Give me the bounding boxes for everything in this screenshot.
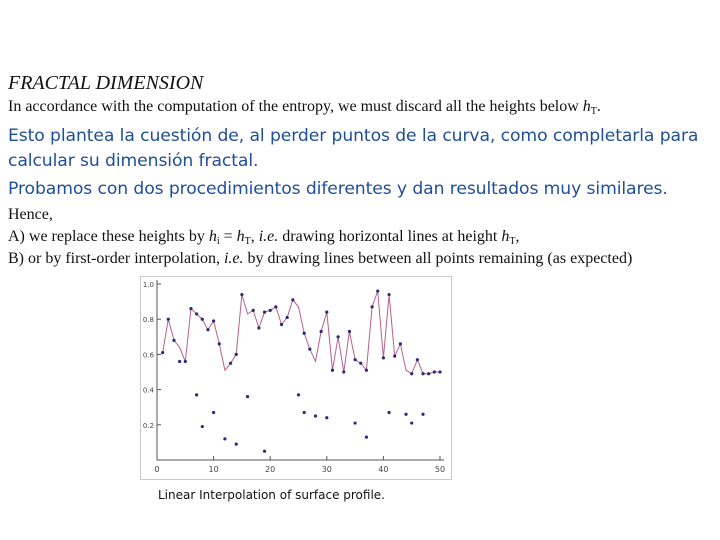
option-a-sub2: T [244,236,251,247]
discarded-point [365,436,368,439]
profile-point [280,323,283,326]
profile-point [399,342,402,345]
option-a-eq: = [219,228,237,245]
option-b-ie: i.e. [223,250,244,267]
profile-point [206,328,209,331]
discarded-point [387,411,390,414]
x-tick-label: 30 [321,465,332,474]
y-tick-label: 0.6 [142,351,154,360]
option-a-sub1: i [216,236,220,247]
profile-point [172,339,175,342]
profile-point [229,362,232,365]
y-tick-label: 0.4 [142,386,154,395]
profile-point [195,312,198,315]
intro-text: In accordance with the computation of the entropy, we must discard all the heights below [8,98,583,115]
profile-point [331,369,334,372]
profile-point [291,298,294,301]
option-a-var2: h [236,228,245,245]
discarded-point [314,414,317,417]
discarded-point [325,416,328,419]
profile-point [212,319,215,322]
discarded-point [421,413,424,416]
discarded-point [246,395,249,398]
option-b-prefix: B) or by first-order interpolation, [8,250,224,267]
discarded-point [235,443,238,446]
profile-point [382,356,385,359]
discarded-point [410,421,413,424]
profile-point [438,370,441,373]
profile-point [354,358,357,361]
profile-point [421,372,424,375]
profile-point [167,318,170,321]
profile-chart [140,276,452,480]
slide-title: FRACTAL DIMENSION [8,72,204,94]
profile-point [416,358,419,361]
profile-point [252,309,255,312]
profile-point [427,372,430,375]
profile-point [218,342,221,345]
profile-point [257,326,260,329]
discarded-point [303,411,306,414]
chart-frame [141,277,452,480]
chart-caption: Linear Interpolation of surface profile. [158,488,385,502]
discarded-point [354,421,357,424]
option-a-prefix: A) we replace these heights by [8,228,209,245]
profile-point [201,318,204,321]
discarded-point [263,450,266,453]
x-tick-label: 20 [265,465,276,474]
option-a [8,228,519,246]
profile-point [235,353,238,356]
profile-point [410,372,413,375]
x-tick-label: 0 [154,465,160,474]
y-tick-label: 1.0 [142,281,154,289]
profile-point [189,307,192,310]
profile-point [240,293,243,296]
option-b [8,250,632,268]
profile-point [376,289,379,292]
spanish-line-2: calcular su dimensión fractal. [8,151,259,171]
option-a-rest: drawing horizontal lines at height [278,228,502,245]
discarded-point [212,411,215,414]
profile-point [370,305,373,308]
x-tick-label: 10 [208,465,219,474]
profile-point [387,293,390,296]
profile-point [161,351,164,354]
discarded-point [201,425,204,428]
intro-var: h [582,98,591,115]
profile-point [269,309,272,312]
profile-point [348,330,351,333]
profile-point [320,330,323,333]
discarded-point [297,393,300,396]
hence-label: Hence, [8,206,53,223]
y-tick-label: 0.2 [142,421,154,430]
profile-point [184,360,187,363]
intro-line [8,98,601,116]
option-a-var3: h [501,228,510,245]
profile-point [303,332,306,335]
intro-sub: T [590,106,597,117]
profile-point [263,311,266,314]
profile-point [337,335,340,338]
x-tick-label: 50 [434,465,446,474]
y-tick-label: 0.8 [142,316,154,325]
discarded-point [223,437,226,440]
profile-point [393,355,396,358]
discarded-point [178,360,181,363]
option-a-end: , [515,228,520,245]
profile-point [433,370,436,373]
profile-point [308,348,311,351]
profile-point [365,369,368,372]
profile-point [274,305,277,308]
option-a-sub3: T [509,236,516,247]
x-tick-label: 40 [378,465,389,474]
spanish-line-3: Probamos con dos procedimientos diferentes y dan resultados muy similares. [8,179,668,199]
option-a-var1: h [208,228,217,245]
option-a-mid: , [250,228,259,245]
profile-point [359,362,362,365]
option-b-rest: by drawing lines between all points remaining (as expected) [243,250,633,267]
spanish-line-1: Esto plantea la cuestión de, al perder puntos de la curva, como completarla para [8,126,699,146]
discarded-point [195,393,198,396]
option-a-ie: i.e. [258,228,279,245]
profile-point [325,311,328,314]
discarded-point [404,413,407,416]
profile-point [342,370,345,373]
intro-end: . [596,98,601,115]
profile-point [286,316,289,319]
